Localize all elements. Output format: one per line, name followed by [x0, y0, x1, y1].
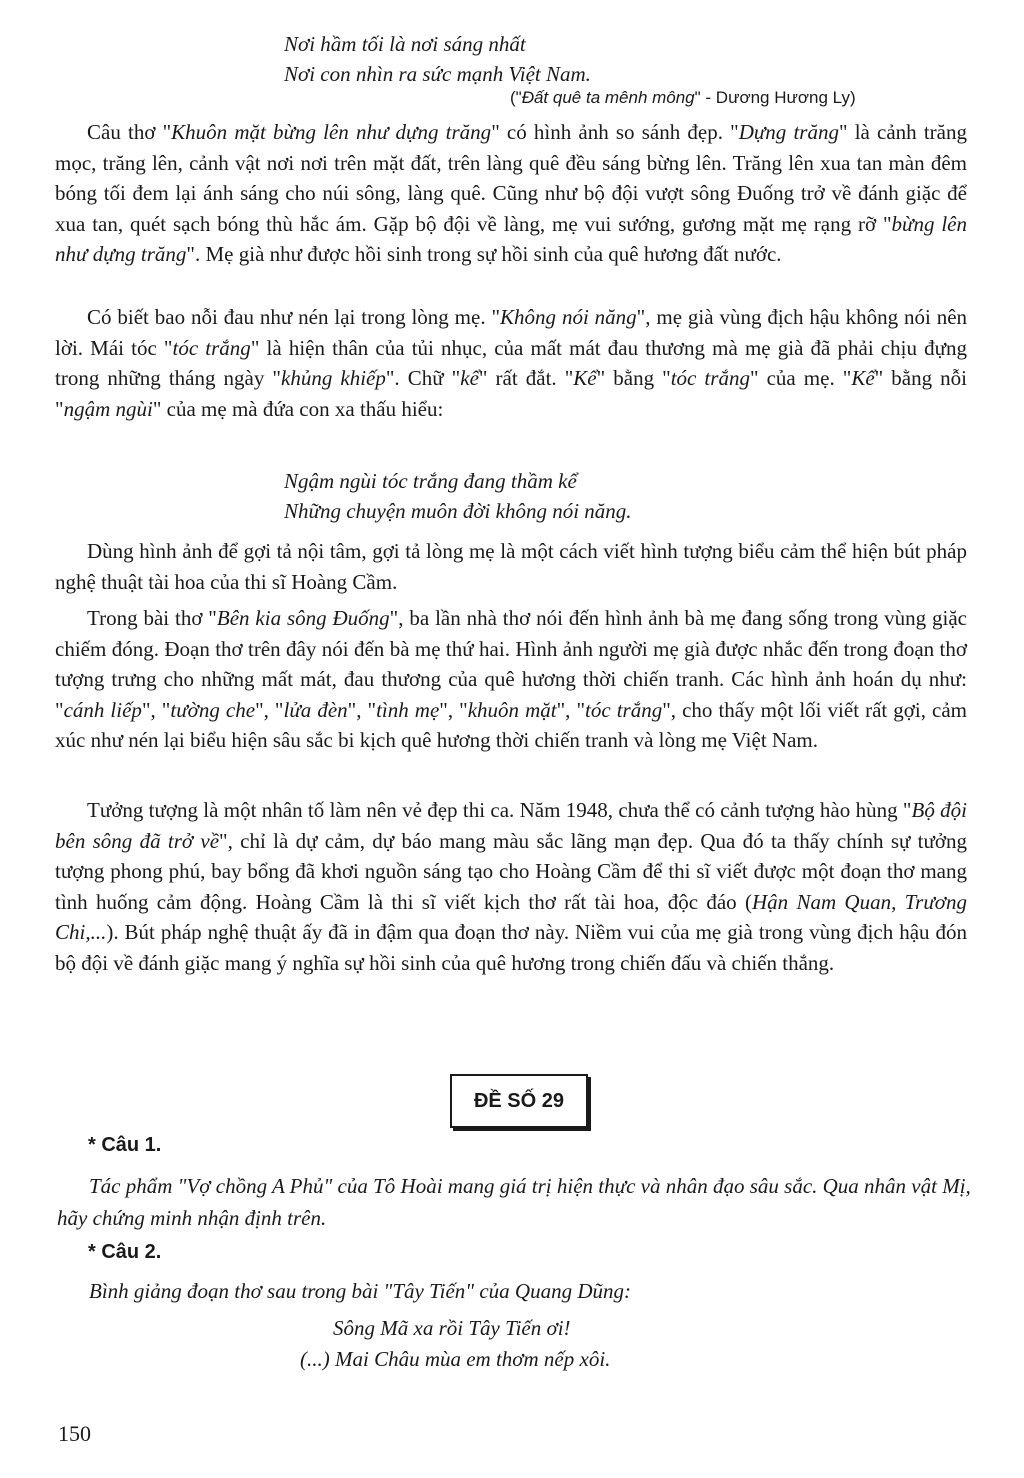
verse-mid-line-1: Ngậm ngùi tóc trắng đang thầm kể: [284, 469, 577, 493]
paragraph-2: Có biết bao nỗi đau như nén lại trong lòng mẹ. "Không nói năng", mẹ già vùng địch hậu không nói nên lời. Mái tóc "tóc trắng" là hiện thân của tủi nhục, của mất mát đau thương mà mẹ già đã phải chịu đựng trong những tháng ngày "khủng khiếp". Chữ "kể" rất đắt. "Kể" bằng "tóc trắng" của mẹ. "Kể" bằng nỗi "ngậm ngùi" của mẹ mà đứa con xa thấu hiểu:: [55, 305, 968, 421]
verse-source-citation: ("Đất quê ta mênh mông" - Dương Hương Ly): [510, 88, 856, 107]
question-1-label: * Câu 1.: [88, 1134, 162, 1156]
question-2-verse-line-1: Sông Mã xa rồi Tây Tiến ơi!: [333, 1316, 571, 1340]
question-1-text: Tác phẩm "Vợ chồng A Phủ" của Tô Hoài mang giá trị hiện thực và nhân đạo sâu sắc. Qua nhân vật Mị, hãy chứng minh nhận định trên.: [57, 1174, 971, 1230]
paragraph-4: Trong bài thơ "Bên kia sông Đuống", ba lần nhà thơ nói đến hình ảnh bà mẹ đang sống trong vùng giặc chiếm đóng. Đoạn thơ trên đây nói đến bà mẹ thứ hai. Hình ảnh người mẹ già được nhắc đến trong đoạn thơ tượng trưng cho những mất mát, đau thương của quê hương thời chiến tranh. Các hình ảnh hoán dụ như: "cánh liếp", "tường che", "lửa đèn", "tình mẹ", "khuôn mặt", "tóc trắng", cho thấy một lối viết rất gợi, cảm xúc như nén lại biểu hiện sâu sắc bi kịch quê hương thời chiến tranh và lòng mẹ Việt Nam.: [55, 606, 967, 752]
exam-title: ĐỀ SỐ 29: [473, 1089, 565, 1112]
verse-mid-line-2: Những chuyện muôn đời không nói năng.: [284, 499, 632, 523]
paragraph-1: Câu thơ "Khuôn mặt bừng lên như dựng trăng" có hình ảnh so sánh đẹp. "Dựng trăng" là cảnh trăng mọc, trăng lên, cảnh vật nơi nơi trên mặt đất, trên làng quê đều sáng bừng lên. Trăng lên xua tan màn đêm bóng tối đem lại ánh sáng cho núi sông, làng quê. Cũng như bộ đội vượt sông Đuống trở về đánh giặc để xua tan, quét sạch bóng thù hắc ám. Gặp bộ đội về làng, mẹ vui sướng, gương mặt mẹ rạng rỡ "bừng lên như dựng trăng". Mẹ già như được hồi sinh trong sự hồi sinh của quê hương đất nước.: [55, 120, 967, 266]
question-2-verse-line-2: (...) Mai Châu mùa em thơm nếp xôi.: [300, 1347, 611, 1371]
exam-title-box: [450, 1074, 588, 1128]
paragraph-3: Dùng hình ảnh để gợi tả nội tâm, gợi tả lòng mẹ là một cách viết hình tượng biểu cảm thể hiện bút pháp nghệ thuật tài hoa của thi sĩ Hoàng Cầm.: [55, 539, 967, 594]
verse-top-line-1: Nơi hầm tối là nơi sáng nhất: [284, 32, 526, 56]
verse-top-line-2: Nơi con nhìn ra sức mạnh Việt Nam.: [284, 62, 591, 86]
question-2-label: * Câu 2.: [88, 1241, 162, 1263]
question-2-text: Bình giảng đoạn thơ sau trong bài "Tây Tiến" của Quang Dũng:: [89, 1279, 631, 1303]
page-number: 150: [58, 1421, 91, 1446]
paragraph-5: Tưởng tượng là một nhân tố làm nên vẻ đẹp thi ca. Năm 1948, chưa thể có cảnh tượng hào hùng "Bộ đội bên sông đã trở về", chỉ là dự cảm, dự báo mang màu sắc lãng mạn đẹp. Qua đó ta thấy chính sự tưởng tượng phong phú, bay bổng đã khơi nguồn sáng tạo cho Hoàng Cầm để thi sĩ viết được một đoạn thơ mang tình huống cảm động. Hoàng Cầm là thi sĩ viết kịch thơ rất tài hoa, độc đáo (Hận Nam Quan, Trương Chi,...). Bút pháp nghệ thuật ấy đã in đậm qua đoạn thơ này. Niềm vui của mẹ già trong vùng địch hậu đón bộ đội về đánh giặc mang ý nghĩa sự hồi sinh của quê hương trong chiến đấu và chiến thắng.: [55, 798, 968, 975]
